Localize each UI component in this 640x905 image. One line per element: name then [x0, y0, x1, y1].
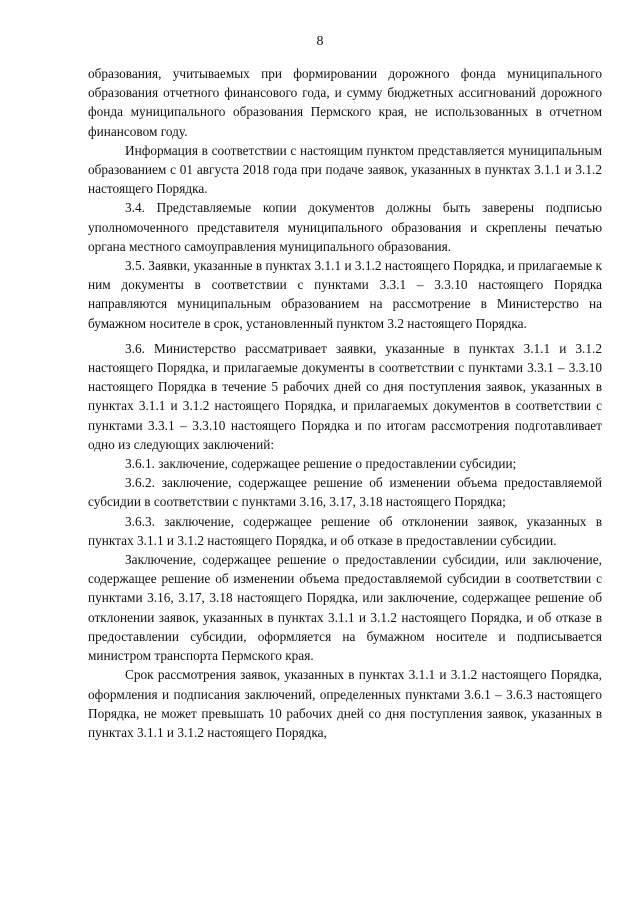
paragraph-term: Срок рассмотрения заявок, указанных в пунктах 3.1.1 и 3.1.2 настоящего Порядка, оформления и подписания заключений, определенных пунктами 3.6.1 – 3.6.3 настоящего Порядка, не может превышать 10 рабочих дней со дня поступления заявок, указанных в пунктах 3.1.1 и 3.1.2 настоящего Порядка, [88, 667, 602, 740]
paragraph-3-6-3: 3.6.3. заключение, содержащее решение об отклонении заявок, указанных в пунктах 3.1.1 и 3.1.2 настоящего Порядка, и об отказе в предоставлении субсидии. [88, 513, 602, 548]
paragraph-3-6: 3.6. Министерство рассматривает заявки, указанные в пунктах 3.1.1 и 3.1.2 настоящего Порядка, и прилагаемые документы в соответствии с пунктами 3.3.1 – 3.3.10 настоящего Порядка в течение 5 рабочих дней со дня поступления заявок, указанных в пунктах 3.1.1 и 3.1.2 настоящего Порядка, и прилагаемых документов в соответствии с пунктами 3.3.1 – 3.3.10 настоящего Порядка и по итогам рассмотрения подготавливает одно из следующих заключений: [88, 340, 602, 452]
page-number: 8 [316, 34, 324, 49]
paragraph-3-4: 3.4. Представляемые копии документов должны быть заверены подписью уполномоченного представителя муниципального образования и скреплены печатью органа местного самоуправления муниципального образования. [88, 200, 602, 254]
paragraph-3-6-2: 3.6.2. заключение, содержащее решение об изменении объема предоставляемой субсидии в соответствии с пунктами 3.16, 3.17, 3.18 настоящего Порядка; [88, 475, 602, 510]
paragraph-info: Информация в соответствии с настоящим пунктом представляется муниципальным образованием с 01 августа 2018 года при подаче заявок, указанных в пунктах 3.1.1 и 3.1.2 настоящего Порядка. [88, 142, 602, 197]
paragraph-3-5: 3.5. Заявки, указанные в пунктах 3.1.1 и 3.1.2 настоящего Порядка, и прилагаемые к ним документы в соответствии с пунктами 3.3.1 – 3.3.10 настоящего Порядка направляются муниципальным образованием на рассмотрение в Министерство на бумажном носителе в срок, установленный пунктом 3.2 настоящего Порядка. [88, 258, 602, 331]
paragraph-continuation: образования, учитываемых при формировании дорожного фонда муниципального образования отчетного финансового года, и сумму бюджетных ассигнований дорожного фонда муниципального образования Пермского края, не использованных в отчетном финансовом году. [88, 66, 602, 139]
paragraph-3-6-1: 3.6.1. заключение, содержащее решение о предоставлении субсидии; [125, 456, 517, 472]
paragraph-conclusion: Заключение, содержащее решение о предоставлении субсидии, или заключение, содержащее решение об изменении объема предоставляемой субсидии в соответствии с пунктами 3.16, 3.17, 3.18 настоящего Порядка, или заключение, содержащее решение об отклонении заявок, указанных в пунктах 3.1.1 и 3.1.2 настоящего Порядка, и об отказе в предоставлении субсидии, оформляется на бумажном носителе и подписывается министром транспорта Пермского края. [88, 552, 602, 664]
document-body [88, 64, 602, 742]
